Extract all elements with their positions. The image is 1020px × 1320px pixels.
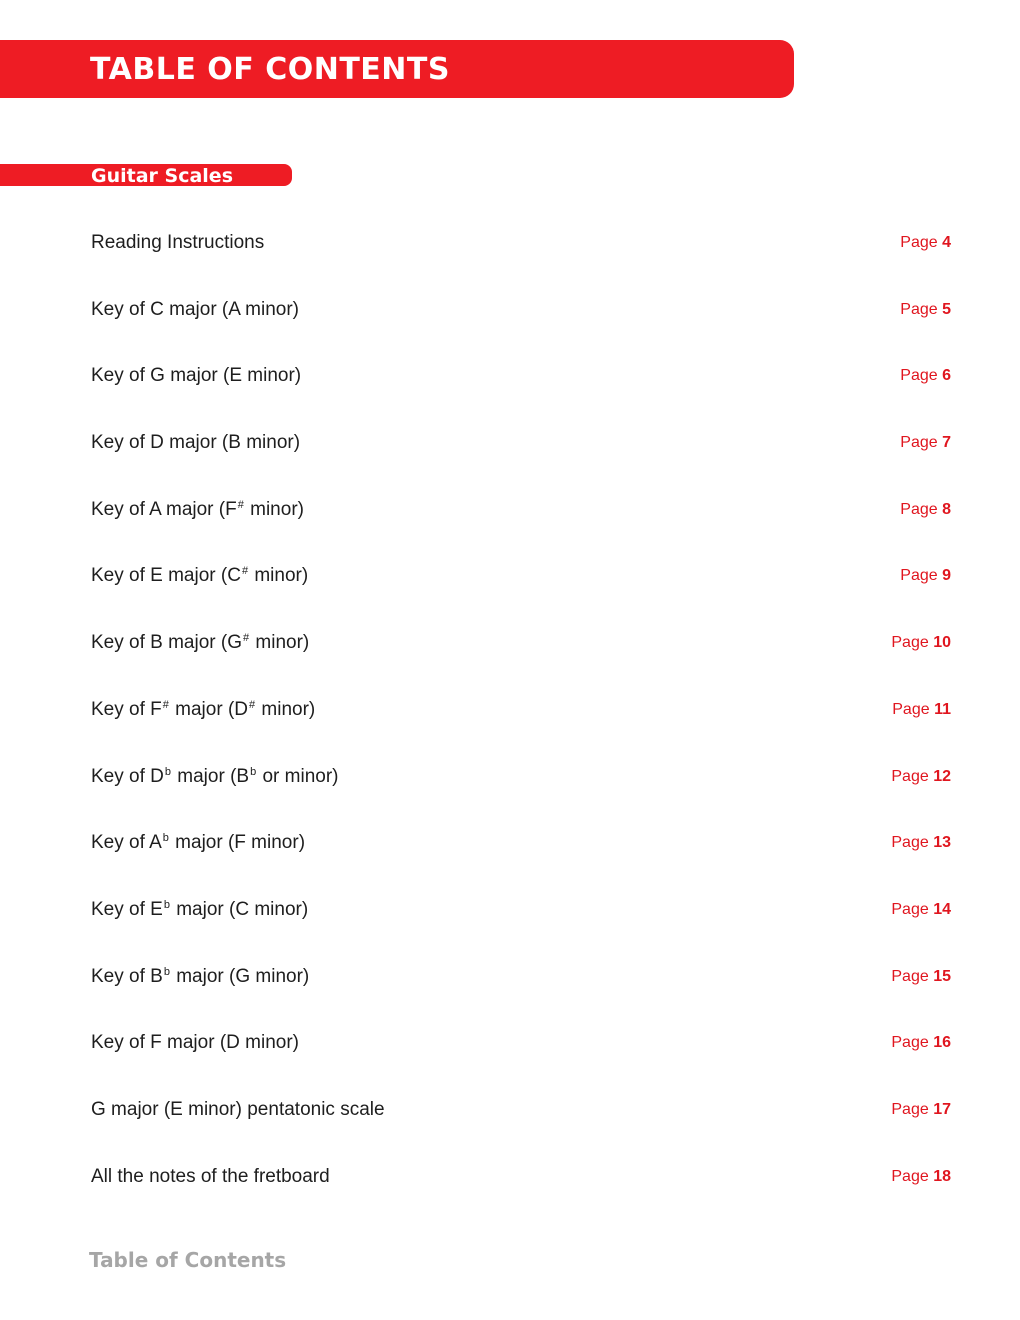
page-label: Page (891, 1100, 929, 1118)
accidental-mark: # (249, 698, 256, 711)
toc-entry[interactable] (91, 1088, 951, 1132)
page-number: 6 (942, 367, 951, 385)
page-label: Page (891, 1167, 929, 1185)
page-number: 14 (933, 900, 951, 918)
page-label: Page (900, 300, 938, 318)
toc-entry-page[interactable] (891, 955, 951, 999)
page-number: 5 (942, 300, 951, 318)
title-text: Key of D (91, 765, 164, 787)
title-text: minor) (244, 498, 304, 520)
toc-entry[interactable] (91, 488, 951, 532)
toc-entry-page[interactable] (891, 621, 951, 665)
accidental-mark: # (237, 498, 244, 511)
page-label: Page (892, 700, 930, 718)
page-label: Page (900, 234, 938, 251)
page-number: 7 (942, 434, 951, 452)
toc-entry-page[interactable] (900, 488, 951, 532)
page-number: 12 (933, 767, 951, 785)
accidental-mark: b (163, 965, 170, 978)
page-label: Page (891, 967, 929, 985)
page-label: Page (900, 367, 938, 385)
page-label: Page (891, 767, 929, 785)
page-label: Page (900, 567, 938, 585)
title-text: minor) (249, 565, 309, 587)
toc-entry-page[interactable] (892, 688, 951, 732)
toc-entry-page[interactable] (900, 221, 951, 265)
page-label: Page (891, 834, 929, 852)
toc-entry-title[interactable] (91, 821, 305, 865)
toc-entry-title[interactable] (91, 1021, 299, 1065)
title-text: Key of F (91, 698, 162, 720)
toc-entry[interactable] (91, 1155, 951, 1199)
toc-entry-page[interactable] (891, 1088, 951, 1132)
title-text: Key of D major (B minor) (91, 432, 301, 454)
page-label: Page (900, 434, 938, 452)
toc-entry-page[interactable] (891, 755, 951, 799)
accidental-mark: # (243, 632, 250, 645)
footer-label: Table of Contents (89, 1248, 287, 1272)
toc-entry[interactable] (91, 821, 951, 865)
page-number: 4 (942, 234, 951, 251)
page-label: Page (891, 1034, 929, 1052)
page-label: Page (891, 634, 929, 652)
title-text: Key of B major (G (91, 632, 242, 654)
toc-entry-title[interactable] (91, 621, 309, 665)
toc-entry-title[interactable] (91, 688, 315, 732)
title-text: minor) (256, 698, 316, 720)
toc-entry-page[interactable] (900, 421, 951, 465)
page-number: 10 (933, 634, 951, 652)
title-text: major (C minor) (170, 898, 309, 920)
title-text: minor) (250, 632, 310, 654)
title-text: Key of B (91, 965, 163, 987)
toc-entry-page[interactable] (900, 554, 951, 598)
title-text: Key of A major (F (91, 498, 237, 520)
accidental-mark: b (163, 898, 170, 911)
page-number: 18 (933, 1167, 951, 1185)
toc-entry[interactable] (91, 554, 951, 598)
toc-entry-title[interactable] (91, 488, 304, 532)
page-number: 15 (933, 967, 951, 985)
title-text: Key of C major (A minor) (91, 298, 299, 320)
toc-entry-title[interactable] (91, 1088, 385, 1132)
toc-list (91, 221, 951, 1221)
toc-entry[interactable] (91, 755, 951, 799)
title-text: Key of A (91, 832, 162, 854)
toc-entry[interactable] (91, 888, 951, 932)
title-text: Reading Instructions (91, 232, 265, 253)
title-text: G major (E minor) pentatonic scale (91, 1098, 385, 1120)
toc-entry-title[interactable] (91, 554, 308, 598)
toc-entry-page[interactable] (891, 1155, 951, 1199)
title-text: Key of E (91, 898, 163, 920)
toc-entry[interactable] (91, 1021, 951, 1065)
accidental-mark: b (164, 765, 171, 778)
toc-entry-page[interactable] (900, 354, 951, 398)
title-text: Key of G major (E minor) (91, 365, 302, 387)
title-text: Key of E major (C (91, 565, 241, 587)
toc-entry-page[interactable] (900, 288, 951, 332)
page-number: 17 (933, 1100, 951, 1118)
title-text: or minor) (257, 765, 339, 787)
accidental-mark: b (250, 765, 257, 778)
accidental-mark: # (241, 565, 249, 578)
toc-entry-title[interactable] (91, 888, 308, 932)
toc-entry[interactable] (91, 221, 951, 265)
toc-entry[interactable] (91, 354, 951, 398)
toc-entry-title[interactable] (91, 1155, 330, 1199)
toc-entry[interactable] (91, 288, 951, 332)
toc-entry-title[interactable] (91, 421, 300, 465)
toc-entry-title[interactable] (91, 288, 299, 332)
page-label: Page (900, 500, 938, 518)
toc-entry-title[interactable] (91, 221, 264, 265)
page-number: 11 (934, 700, 951, 718)
toc-entry[interactable] (91, 621, 951, 665)
title-text: major (B (172, 765, 250, 787)
title-text: Key of F major (D minor) (91, 1032, 299, 1054)
page-number: 8 (942, 500, 951, 518)
page-number: 9 (942, 567, 951, 585)
toc-entry-page[interactable] (891, 888, 951, 932)
page-label: Page (891, 900, 929, 918)
title-text: major (D (169, 698, 248, 720)
page-title: TABLE OF CONTENTS (90, 52, 450, 87)
toc-entry-page[interactable] (891, 821, 951, 865)
toc-entry-title[interactable] (91, 354, 301, 398)
section-title: Guitar Scales (91, 165, 233, 187)
toc-entry[interactable] (91, 955, 951, 999)
title-text: major (F minor) (169, 832, 306, 854)
title-text: All the notes of the fretboard (91, 1165, 330, 1187)
toc-entry[interactable] (91, 421, 951, 465)
page-number: 16 (933, 1034, 951, 1052)
toc-entry[interactable] (91, 688, 951, 732)
title-text: major (G minor) (170, 965, 310, 987)
toc-entry-title[interactable] (91, 755, 339, 799)
toc-entry-page[interactable] (891, 1021, 951, 1065)
accidental-mark: # (162, 698, 169, 711)
accidental-mark: b (162, 832, 169, 845)
toc-entry-title[interactable] (91, 955, 309, 999)
page-number: 13 (933, 834, 951, 852)
